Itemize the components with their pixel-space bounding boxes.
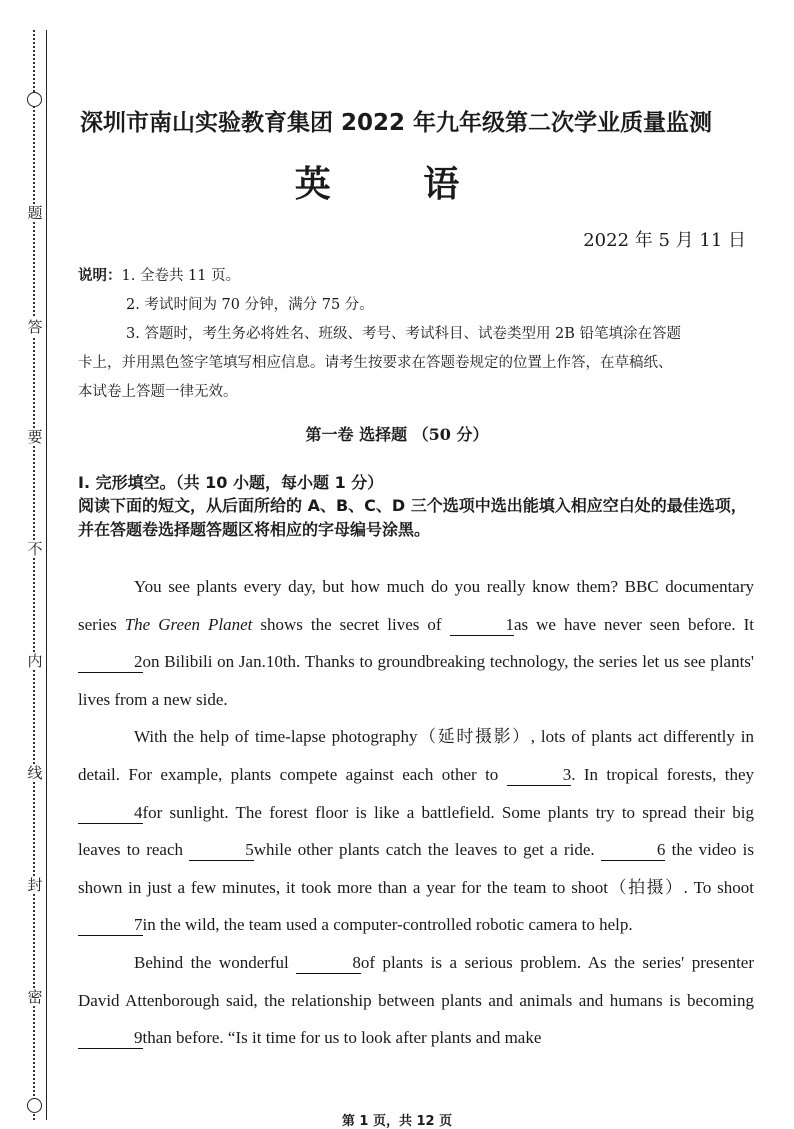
passage-text: Behind the wonderful <box>134 952 297 972</box>
passage-text: on Bilibili on Jan.10th. Thanks to groundbreaking technology, the series let us see plants' lives from a new side. <box>78 652 754 709</box>
passage-text: of plants is a serious problem. As the series' presenter David Attenborough said, the relationship between plants and animals and humans is becoming <box>78 952 754 1010</box>
binding-hole-circle <box>27 92 42 107</box>
passage-text: in the wild, the team used a computer-controlled robotic camera to help. <box>142 915 633 935</box>
part-instruction: 阅读下面的短文，从后面所给的 A、B、C、D 三个选项中选出能填入相应空白处的最佳选项，并在答题卷选择题答题区将相应的字母编号涂黑。 <box>78 496 747 539</box>
blank-4: 4 <box>78 803 143 824</box>
exam-date: 2022 年 5 月 11 日 <box>583 230 746 251</box>
margin-char: 要 <box>27 428 43 446</box>
instruction-label: 说明： <box>78 268 122 284</box>
exam-title: 深圳市南山实验教育集团 2022 年九年级第二次学业质量监测 <box>80 110 713 136</box>
part-heading: I. 完形填空。（共 10 小题，每小题 1 分） <box>78 473 384 492</box>
instruction-line: 2. 考试时间为 70 分钟，满分 75 分。 <box>126 297 374 313</box>
instruction-text: 1. 全卷共 11 页。 <box>121 268 241 284</box>
passage-text: than before. “Is it time for us to look after plants and make <box>142 1028 542 1048</box>
margin-char: 不 <box>27 540 43 558</box>
blank-9: 9 <box>78 1028 143 1049</box>
passage-text: With the help of time-lapse photography（延时摄影）, lots of plants act differently in detail. For example, plants compete against each other to <box>78 727 754 784</box>
passage-paragraph <box>78 718 754 944</box>
passage-text: the video is shown in just a few minutes, it took more than a year for the team to shoot（拍摄）. To shoot <box>78 840 754 897</box>
passage-paragraph <box>78 944 754 1057</box>
passage-text: . In tropical forests, they <box>571 764 754 784</box>
subject-title: 英 语 <box>294 164 500 205</box>
blank-7: 7 <box>78 915 143 936</box>
blank-6: 6 <box>601 840 666 861</box>
instruction-line: 3. 答题时，考生务必将姓名、班级、考号、考试科目、试卷类型用 2B 铅笔填涂在答题 <box>126 326 682 342</box>
exam-instructions <box>78 262 758 407</box>
margin-char: 密 <box>27 988 43 1006</box>
passage-text: shows the secret lives of <box>252 614 450 634</box>
passage-text: while other plants catch the leaves to get a ride. <box>253 840 601 860</box>
blank-8: 8 <box>296 953 361 974</box>
passage-text: as we have never seen before. It <box>514 614 754 634</box>
passage-text: for sunlight. The forest floor is like a battlefield. Some plants try to spread their big leaves to reach <box>78 802 754 860</box>
margin-char: 答 <box>27 318 43 336</box>
margin-char: 线 <box>27 764 43 782</box>
passage-paragraph <box>78 568 754 718</box>
cloze-passage <box>78 568 754 1057</box>
instruction-line <box>78 262 758 291</box>
margin-char: 题 <box>27 204 43 222</box>
documentary-title: The Green Planet <box>124 614 253 634</box>
blank-2: 2 <box>78 652 143 673</box>
blank-1: 1 <box>450 615 515 636</box>
instruction-line: 卡上，并用黑色签字笔填写相应信息。请考生按要求在答题卷规定的位置上作答，在草稿纸、 <box>78 355 673 371</box>
instruction-line: 本试卷上答题一律无效。 <box>78 384 238 400</box>
margin-char: 内 <box>27 652 43 670</box>
blank-3: 3 <box>507 765 572 786</box>
section-heading: 第一卷 选择题 （50 分） <box>305 425 489 444</box>
blank-5: 5 <box>189 840 254 861</box>
margin-char: 封 <box>27 876 43 894</box>
passage-text: You see plants every day, but how much do you really know them? BBC documentary series <box>78 577 754 634</box>
page-number: 第 1 页，共 12 页 <box>341 1114 453 1129</box>
